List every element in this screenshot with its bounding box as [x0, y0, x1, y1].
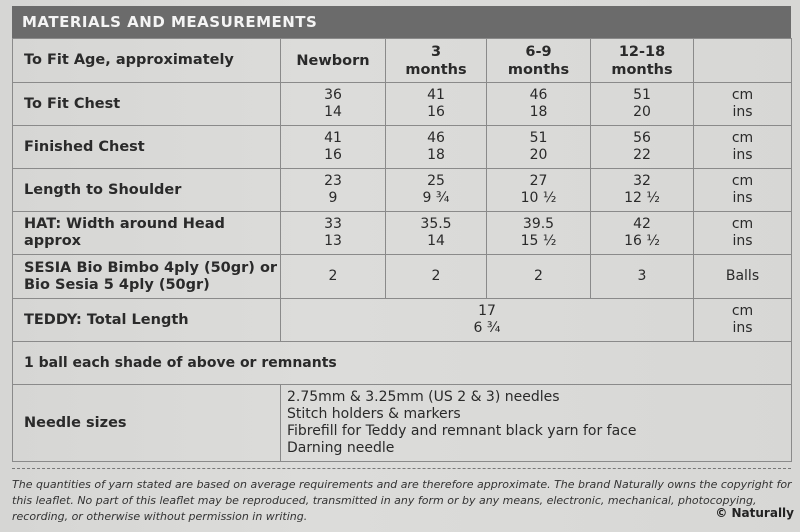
section-banner: MATERIALS AND MEASUREMENTS — [12, 6, 791, 38]
copyright-mark: © Naturally — [715, 506, 794, 520]
table-cell: 51 20 — [591, 83, 694, 126]
unit-cell: cm ins — [694, 299, 792, 342]
row-label: To Fit Chest — [13, 83, 281, 126]
table-cell: 36 14 — [281, 83, 386, 126]
list-item: Stitch holders & markers — [287, 406, 461, 422]
table-cell: 41 16 — [281, 126, 386, 169]
list-item: 2.75mm & 3.25mm (US 2 & 3) needles — [287, 389, 560, 405]
table-cell: 42 16 ½ — [591, 212, 694, 255]
table-cell: 46 18 — [386, 126, 487, 169]
list-item: Fibrefill for Teddy and remnant black yarn for face — [287, 423, 637, 439]
unit-cell: cm ins — [694, 126, 792, 169]
table-cell: 3 — [591, 255, 694, 299]
needles-list — [281, 385, 792, 462]
row-label: TEDDY: Total Length — [13, 299, 281, 342]
table-cell: 35.5 14 — [386, 212, 487, 255]
size-header: 12-18 months — [591, 39, 694, 83]
list-item: Darning needle — [287, 440, 395, 456]
size-header: 3 months — [386, 39, 487, 83]
table-cell: 27 10 ½ — [487, 169, 591, 212]
row-label: Length to Shoulder — [13, 169, 281, 212]
size-header: 6-9 months — [487, 39, 591, 83]
teddy-row — [13, 299, 792, 342]
row-label: HAT: Width around Head approx — [13, 212, 281, 255]
table-cell: 32 12 ½ — [591, 169, 694, 212]
dashed-divider — [12, 468, 791, 469]
table-header-row — [13, 39, 792, 83]
table-cell: 51 20 — [487, 126, 591, 169]
remnants-row — [13, 342, 792, 385]
age-header-label: To Fit Age, approximately — [13, 39, 281, 83]
table-cell: 46 18 — [487, 83, 591, 126]
size-header: Newborn — [281, 39, 386, 83]
table-cell: 56 22 — [591, 126, 694, 169]
table-cell: 33 13 — [281, 212, 386, 255]
row-label: SESIA Bio Bimbo 4ply (50gr) or Bio Sesia 5 4ply (50gr) — [13, 255, 281, 299]
teddy-length-cell: 17 6 ¾ — [281, 299, 694, 342]
table-row — [13, 169, 792, 212]
measurements-table — [12, 38, 792, 462]
unit-cell: Balls — [694, 255, 792, 299]
remnants-note: 1 ball each shade of above or remnants — [13, 342, 792, 385]
table-cell: 2 — [386, 255, 487, 299]
table-row — [13, 212, 792, 255]
row-label: Finished Chest — [13, 126, 281, 169]
table-row — [13, 83, 792, 126]
table-cell: 25 9 ¾ — [386, 169, 487, 212]
table-cell: 23 9 — [281, 169, 386, 212]
unit-cell: cm ins — [694, 212, 792, 255]
needles-row — [13, 385, 792, 462]
table-cell: 39.5 15 ½ — [487, 212, 591, 255]
table-cell: 2 — [487, 255, 591, 299]
row-label: Needle sizes — [13, 385, 281, 462]
unit-cell: cm ins — [694, 169, 792, 212]
table-row — [13, 126, 792, 169]
table-row — [13, 255, 792, 299]
copyright-disclaimer: The quantities of yarn stated are based on average requirements and are therefore approximate. The brand Naturally owns the copyright for this leaflet. No part of this leaflet may be reproduced, transmitted in any form or by any means, electronic, mechanical, photocopying, recording, or otherwise without permission in writing. — [12, 478, 792, 523]
unit-header — [694, 39, 792, 83]
table-cell: 2 — [281, 255, 386, 299]
unit-cell: cm ins — [694, 83, 792, 126]
table-cell: 41 16 — [386, 83, 487, 126]
